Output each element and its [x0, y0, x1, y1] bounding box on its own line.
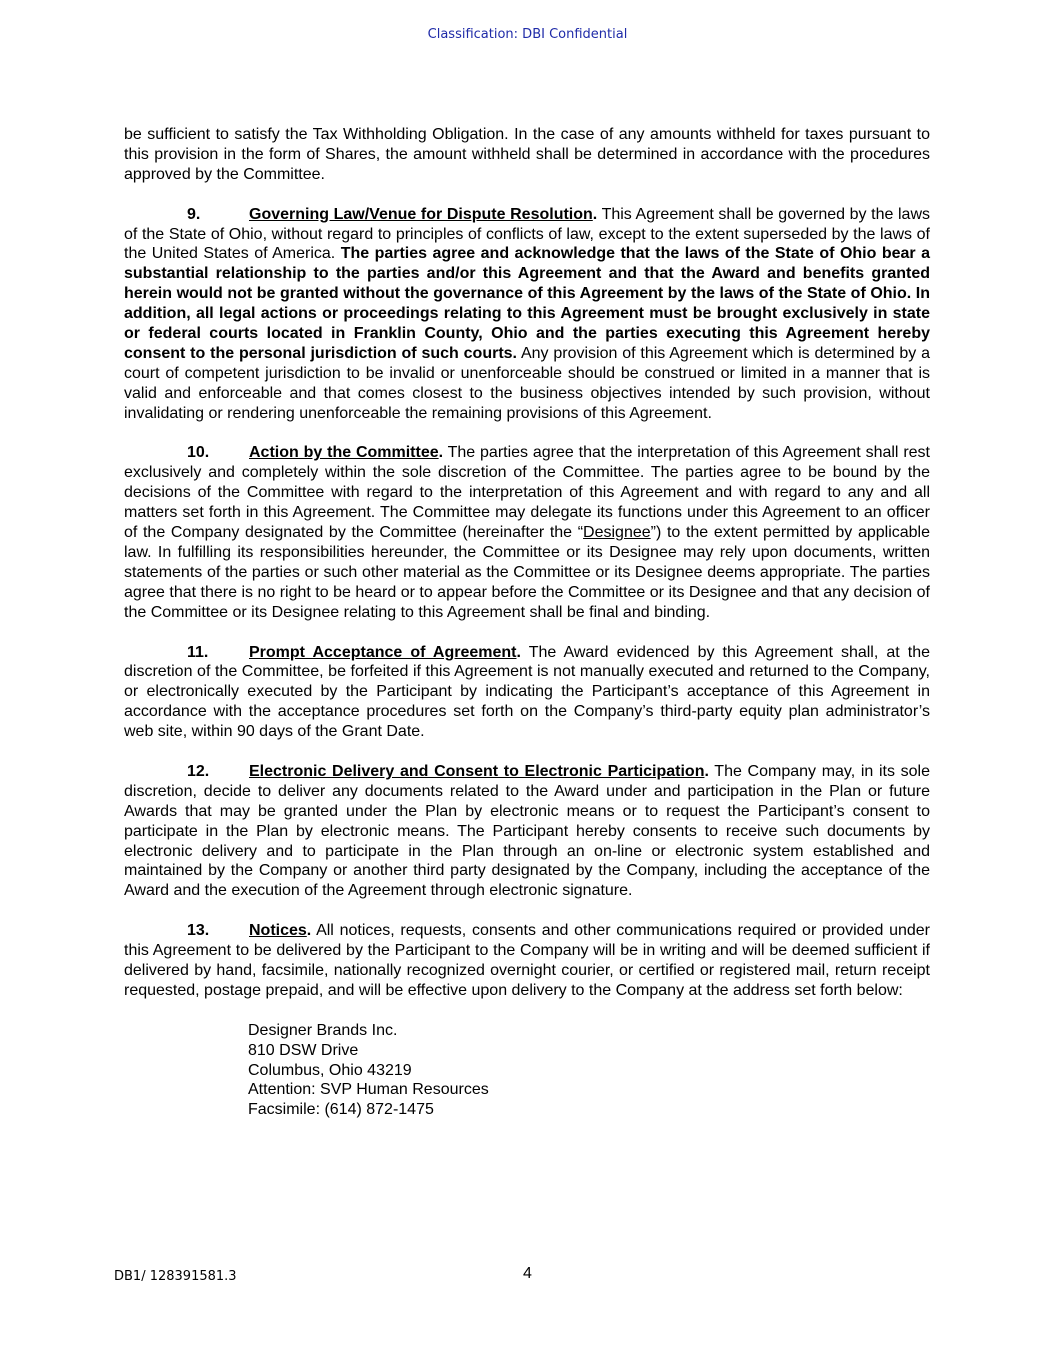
section-heading: Action by the Committee — [249, 444, 439, 462]
section-11 — [124, 643, 930, 743]
address-company-name: Designer Brands Inc. — [248, 1021, 398, 1039]
section-text: ”) to the extent permitted by applicable law. In fulfilling its responsibilities hereunder, the Committee or its Designee may rely upon documents, written statements of the parties or such other material as the Committee or its Designee deems appropriate. The parties agree that there is no right to be heard or to appear before the Committee or its Designee and that any decision of the Committee or its Designee relating to this Agreement shall be final and binding. — [124, 524, 930, 621]
page-number: 4 — [523, 1265, 532, 1282]
section-number: 9. — [187, 205, 201, 223]
defined-term: Designee — [583, 524, 651, 542]
heading-period: . — [592, 205, 598, 223]
heading-period: . — [516, 643, 521, 661]
section-text: The Award evidenced by this Agreement shall, at the discretion of the Committee, be forfeited if this Agreement is not manually executed and returned to the Company, or electronically executed by the Participant by indicating the Participant’s acceptance of this Agreement in accordance with the acceptance procedures set forth on the Company’s third-party equity plan administrator’s web site, within 90 days of the Grant Date. — [124, 643, 931, 741]
intro-paragraph: be sufficient to satisfy the Tax Withholding Obligation. In the case of any amounts withheld for taxes pursuant to this provision in the form of Shares, the amount withheld shall be determined in accordance with the procedures approved by the Committee. — [124, 126, 930, 183]
section-13 — [124, 921, 930, 1001]
document-id: DB1/ 128391581.3 — [114, 1269, 237, 1284]
section-12 — [124, 762, 930, 901]
address-attention: Attention: SVP Human Resources — [248, 1081, 489, 1099]
section-number: 10. — [187, 444, 210, 462]
heading-period: . — [704, 762, 709, 780]
section-text: This Agreement shall be governed by the laws of the State of Ohio, without regard to principles of conflicts of law, except to the extent superseded by the laws of the United States of America. — [124, 205, 930, 263]
section-number: 11. — [187, 643, 209, 661]
classification-label: Classification: DBI Confidential — [427, 27, 628, 42]
address-street: 810 DSW Drive — [248, 1041, 359, 1059]
section-text: All notices, requests, consents and other communications required or provided under this Agreement to be delivered by the Participant to the Company will be in writing and will be deemed sufficient if delivered by hand, facsimile, nationally recognized overnight courier, or certified or registered mail, return receipt requested, postage prepaid, and will be effective upon delivery to the Company at the address set forth below: — [124, 922, 930, 999]
section-heading: Governing Law/Venue for Dispute Resolution — [249, 205, 593, 223]
section-bold-text: The parties agree and acknowledge that the laws of the State of Ohio bear a substantial relationship to the parties and/or this Agreement and that the Award and benefits granted herein would not be granted without the governance of this Agreement by the laws of the State of Ohio. In addition, all legal actions or proceedings relating to this Agreement must be brought exclusively in state or federal courts located in Franklin County, Ohio and the parties executing this Agreement hereby consent to the personal jurisdiction of such courts. — [124, 245, 930, 362]
section-text: The parties agree that the interpretation of this Agreement shall rest exclusively and completely within the sole discretion of the Committee. The parties agree to be bound by the decisions of the Committee with regard to the interpretation of this Agreement and with regard to any and all matters set forth in this Agreement. The Committee may delegate its functions under this Agreement to an officer of the Company designated by the Committee (hereinafter the “ — [124, 444, 930, 542]
heading-period: . — [438, 444, 444, 462]
section-text: The Company may, in its sole discretion, decide to deliver any documents related to the Award under and participation in the Plan or future Awards that may be granted under the Plan by electronic means or to request the Participant’s consent to participate in the Plan by electronic means. The Participant hereby consents to receive such documents by electronic delivery and to participate in the Plan through an on-line or electronic system established and maintained by the Company or another third party designated by the Company, including the acceptance of the Award and the execution of the Agreement through electronic signature. — [124, 762, 930, 900]
heading-period: . — [306, 922, 312, 940]
section-heading: Electronic Delivery and Consent to Electronic Participation — [249, 762, 705, 780]
section-heading: Notices — [249, 922, 307, 940]
company-address — [248, 1021, 930, 1121]
section-10 — [124, 443, 930, 622]
section-text: Any provision of this Agreement which is determined by a court of competent jurisdiction to be invalid or unenforceable should be construed or limited in a manner that is valid and enforceable and that comes closest to the business objectives intended by such provision, without invalidating or rendering unenforceable the remaining provisions of this Agreement. — [124, 344, 930, 422]
section-number: 13. — [187, 922, 210, 940]
section-heading: Prompt Acceptance of Agreement — [249, 643, 517, 661]
document-body — [124, 125, 930, 1120]
address-facsimile: Facsimile: (614) 872-1475 — [248, 1101, 434, 1119]
section-number: 12. — [187, 762, 210, 780]
section-9 — [124, 205, 930, 424]
address-city-state-zip: Columbus, Ohio 43219 — [248, 1061, 412, 1079]
